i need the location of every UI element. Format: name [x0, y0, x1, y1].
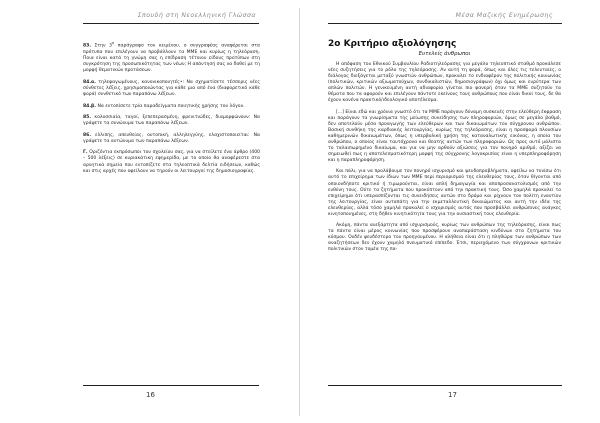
left-top-rule: [83, 23, 259, 24]
left-bottom-rule: [83, 385, 259, 386]
right-article: [328, 41, 561, 259]
left-exercises: [83, 40, 260, 180]
exercise-86: 86. ελλιπής, απευθείας, ουτοπική, αλληλεγγύης, ελαχιστοποιείται: Να γράψετε τα αντώνυμα των παραπάνω λέξεων.: [83, 132, 260, 144]
right-top-rule: [328, 23, 562, 24]
left-running-head: Σπουδή στη Νεοελληνική Γλώσσα: [137, 12, 256, 19]
assessment-title: 2ο Κριτήριο αξιολόγησης: [328, 39, 457, 49]
article-paragraph-2: [...] Είναι εδώ και χρόνια γνωστό ότι τα ΜΜΕ παράγουν δύναμη συσκευές στην ελεύθερη έκφραση και παράγουν τα γνωρίσματα της μείωσης συνείδησης των πληροφοριών, όμως σε μεγάλο βαθμό, δεν αποτελούν μέσα προαγωγής των ελεύθερων και των δικαιωμάτων του σύγχρονου ανθρώπου. Βασική συνθήκη της καρδιακής λειτουργίας, κυρίως της τηλεόρασης, είναι η προσφορά πλουσίων καθημερινών δικαιωμάτων, όπως η υπερβολική χρήση της καταναλωτικής εικόνας, η οποία του ανθρώπου, ο οποίος είναι ταυτόχρονα και θεατής αυτών των πληροφοριών. Ως προς αυτό μάλιστα το ταλαιπωρημένο δικαίωμα, και για να μην αρθούν αξιώσεις για τον πονηρό αριθμό, αξίζει να σημειωθεί πως η αποτελεσματικότερη μορφή της σύγχρονης λογοκρισίας είναι η υπερπληροφόρηση και η παραπληροφόρηση.: [328, 109, 561, 164]
article-paragraph-3: Και πάλι, για να προλάβουμε τον πονηρό ισχυρισμό και ψευδοπροβλήματα, οφείλω να τονίσω ότι αυτό το επιχείρημα των ίδιων των ΜΜΕ περί περιορισμού της ελευθερίας τους, όταν θίγονται από οποιονδήποτε κριτικό ή τιμωρούνται, είναι απλή δημαγωγία και αποπροσανατολισμός από την ευθύνη τους. Ούτε τα ζητήματα που προκύπτουν από την πρακτική τους. Όσο χαμηλά προκαλεί το επιχείρημα ότι υπερασπίζονται τις συνειδήσεις αυτών στο δρόμο και ρίχνουν τον πολίτη εναντίον της λειτουργίας, είναι αυταπάτη για την εκμεταλλευτική δικαιώματος και αυτή την ιδέα της ελευθερίας, αλλά τόσο χαμηλά προκαλεί ο ισχυρισμός αυτός που προσβάλλει ανθρώπινες ανάγκες κινητοποιημένες, στη δήθεν κινητικότητα τους για την ουσιαστική τους ελευθερία.: [328, 169, 561, 217]
exercise-84a: 84.α. τηλεφαγωμένους, κανονικοποιητές•: Να σχηματίσετε τέσσερις νέες σύνθετες λέξεις, χρησιμοποιώντας για κάθε μια από ένα (διαφορετικό κάθε φορά) συνθετικό των παραπάνω λέξεων.: [83, 79, 260, 98]
exercise-84b: 84.β. Να εντοπίσετε τρία παραδείγματα ποιητικής χρήσης του λόγου.: [83, 103, 245, 109]
exercise-83: 83. Στην $3^\eta$ παράγραφο του κειμένου, ο συγγραφέας αναφέρεται στα πρότυπα που επιλέγουν να προβάλλουν τα ΜΜΕ και κυρίως η τηλεόραση. Ποια είναι κατά τη γνώμη σας η επίδραση τέτοιου είδους προτύπων στη συγκρότηση της προσωπικότητας των νέων; Η απάντησή σας να δοθεί με τη μορφή θεματικών προτάσεων.: [83, 40, 260, 74]
article-paragraph-4: Ακόμη, πάντα ανεξάρτητα από ισχυρισμούς, κυρίως των ανθρώπων της τηλεόρασης, είναι πως τα πάντα είναι μέρος κοινωνίας που προσφέρουν αναπαράσταση κινδύνων στα ζητήματα του κόσμου. Ουδέν ψευδέστερο του προηγουμένου. Η αλήθεια είναι ότι η πληθώρα των ανθρώπων των αναζητήσεων δεν έχουν χαμηλό πνευματικό επίπεδο. Έτσι, περιεχόμενο των σύγχρονων κριτικών πολιτικών στον τομέα της πα-: [328, 223, 561, 253]
right-page-number: 17: [448, 391, 457, 399]
right-page: [300, 0, 600, 423]
article-paragraph-1: Η απόφαση του Εθνικού Συμβουλίου Ραδιοτηλεόρασης για μεγάλο τηλεοπτικό σταθμό προκάλεσε νέες συζητήσεις για το ρόλο της τηλεόρασης. Αν αυτή τη φορά, όπως και όλες τις τελευταίες, ο διάλογος διεξάγεται μεταξύ γνωστών ανθρώπων, προκαλεί το ενδιαφέρον της πολιτικής κοινωνίας (πολιτικών, κριτικών αξιωματούχων, συνδικαλιστών, δημοσιογράφων) όχι όμως και ευρύτερα των απλών πολιτών. Η γενικευμένη αυτή αδιαφορία γίνεται πιο φανερή όταν τα ΜΜΕ συζητούν τα θέματα που τα αφορούν και επιλέγουν πάντοτε εκείνους τους ανθρώπους που είναι δικοί τους, δε θα έχουν κανένα πρακτικό/ιδεολογικό αποτέλεσμα.: [328, 62, 561, 104]
exercise-85: 85. κολοσσιαία, ταγοί, ξεπεπερασμένη, φρενιτιώδες, διαμορφώνουν: Να γράψετε τα συνώνυμα των παραπάνω λέξεων.: [83, 114, 260, 127]
article-title: Ευτελείς άνθρωποι: [418, 51, 471, 58]
right-running-head: Μέσα Μαζικής Ενημέρωσης: [455, 12, 553, 19]
left-page-number: 16: [146, 391, 155, 399]
right-bottom-rule: [328, 385, 562, 386]
exercise-gamma: Γ. Οριζόντια εκπρόσωποι του σχολείου σας, για να στείλετε ένα άρθρο (400 – 500 λέξεις) σε κυριακάτικη εφημερίδα, με το οποίο θα αναφέρεστε στα αρνητικά σημεία που εντοπίζετε στα τηλεοπτικά δελτία ειδήσεων, καθώς και στις αρχές που οφείλουν να τηρούν οι λειτουργοί της δημοσιογραφίας.: [83, 150, 260, 174]
